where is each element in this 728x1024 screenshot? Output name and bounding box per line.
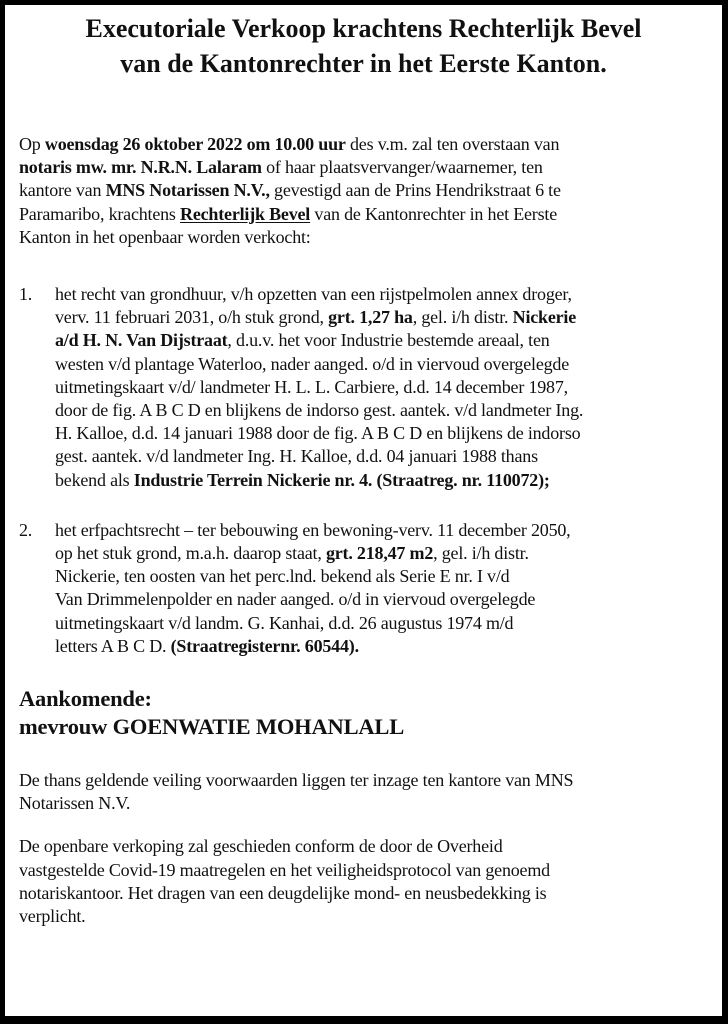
item-text: bekend als — [55, 469, 134, 490]
list-number: 1. — [19, 284, 33, 305]
item-text: gest. aantek. v/d landmeter Ing. H. Kalloe, d.d. 04 januari 1988 thans — [55, 446, 538, 467]
covid-text: verplicht. — [19, 906, 86, 927]
court-order-underline — [180, 204, 310, 224]
intro-text: Paramaribo, krachtens — [19, 203, 181, 224]
title-line-2: van de Kantonrechter in het Eerste Kanton. — [120, 49, 607, 78]
list-item-2 — [19, 519, 714, 658]
covid-text: notariskantoor. Het dragen van een deugdelijke mond- en neusbedekking is — [19, 882, 547, 903]
property-registry: Industrie Terrein Nickerie nr. 4. (Straatreg. nr. 110072); — [133, 469, 550, 490]
item-text: verv. 11 februari 2031, o/h stuk grond, — [55, 307, 329, 328]
notary-office: MNS Notarissen N.V., — [105, 180, 270, 201]
notice-title — [5, 11, 722, 81]
item-text: door de fig. A B C D en blijkens de indorso gest. aantek. v/d landmeter Ing. — [55, 400, 584, 421]
item-text: westen v/d plantage Waterloo, nader aanged. o/d in viervoud overgelegde — [55, 353, 570, 374]
buyer-name: mevrouw GOENWATIE MOHANLALL — [19, 714, 405, 740]
list-item-1 — [19, 283, 714, 492]
covid-paragraph — [19, 835, 714, 928]
title-line-1: Executoriale Verkoop krachtens Rechterlijk Bevel — [85, 14, 642, 43]
conditions-text: De thans geldende veiling voorwaarden liggen ter inzage ten kantore van MNS — [19, 770, 574, 791]
buyer-label: Aankomende: — [19, 686, 152, 712]
buyer-section — [19, 685, 714, 741]
item-text: letters A B C D. — [55, 635, 171, 656]
district: Nickerie — [512, 307, 577, 328]
intro-text: des v.m. zal ten overstaan van — [345, 134, 560, 154]
notary-name: notaris mw. mr. N.R.N. Lalaram — [19, 157, 262, 178]
street: a/d H. N. Van Dijstraat — [55, 330, 228, 351]
intro-text: gevestigd aan de Prins Hendrikstraat 6 te — [269, 180, 561, 201]
item-text: het erfpachtsrecht – ter bebouwing en bewoning-verv. 11 december 2050, — [55, 519, 571, 540]
item-text: uitmetingskaart v/d landm. G. Kanhai, d.d. 26 augustus 1974 m/d — [55, 612, 514, 633]
covid-text: De openbare verkoping zal geschieden conform de door de Overheid — [19, 836, 503, 857]
court-order: Rechterlijk Bevel — [180, 203, 311, 224]
item-text: uitmetingskaart v/d/ landmeter H. L. L. Carbiere, d.d. 14 december 1987, — [55, 376, 568, 397]
item-text: het recht van grondhuur, v/h opzetten van een rijstpelmolen annex droger, — [55, 284, 572, 305]
property-registry: (Straatregisternr. 60544). — [170, 635, 359, 656]
item-text: , gel. i/h distr. — [433, 543, 529, 564]
conditions-paragraph — [19, 769, 714, 815]
item-text: Van Drimmelenpolder en nader aanged. o/d in viervoud overgelegde — [55, 589, 536, 610]
item-text: Nickerie, ten oosten van het perc.lnd. bekend als Serie E nr. I v/d — [55, 566, 510, 587]
auction-datetime: woensdag 26 oktober 2022 om 10.00 uur — [44, 134, 346, 154]
item-text: , gel. i/h distr. — [412, 307, 513, 328]
item-text: H. Kalloe, d.d. 14 januari 1988 door de fig. A B C D en blijkens de indorso — [55, 423, 581, 444]
plot-size: grt. 218,47 m2 — [325, 543, 434, 564]
covid-text: vastgestelde Covid-19 maatregelen en het veiligheidsprotocol van genoemd — [19, 859, 550, 880]
item-text: op het stuk grond, m.a.h. daarop staat, — [55, 543, 326, 564]
conditions-text: Notarissen N.V. — [19, 793, 131, 814]
intro-text: kantore van — [19, 180, 106, 201]
intro-text: Kanton in het openbaar worden verkocht: — [19, 226, 311, 247]
item-text: , d.u.v. het voor Industrie bestemde areaal, ten — [227, 330, 550, 351]
intro-text: of haar plaatsvervanger/waarnemer, ten — [261, 157, 543, 178]
intro-paragraph — [19, 133, 714, 249]
intro-text: Op — [19, 134, 45, 154]
plot-size: grt. 1,27 ha — [328, 307, 413, 328]
list-number: 2. — [19, 519, 33, 540]
intro-text: van de Kantonrechter in het Eerste — [310, 203, 557, 224]
